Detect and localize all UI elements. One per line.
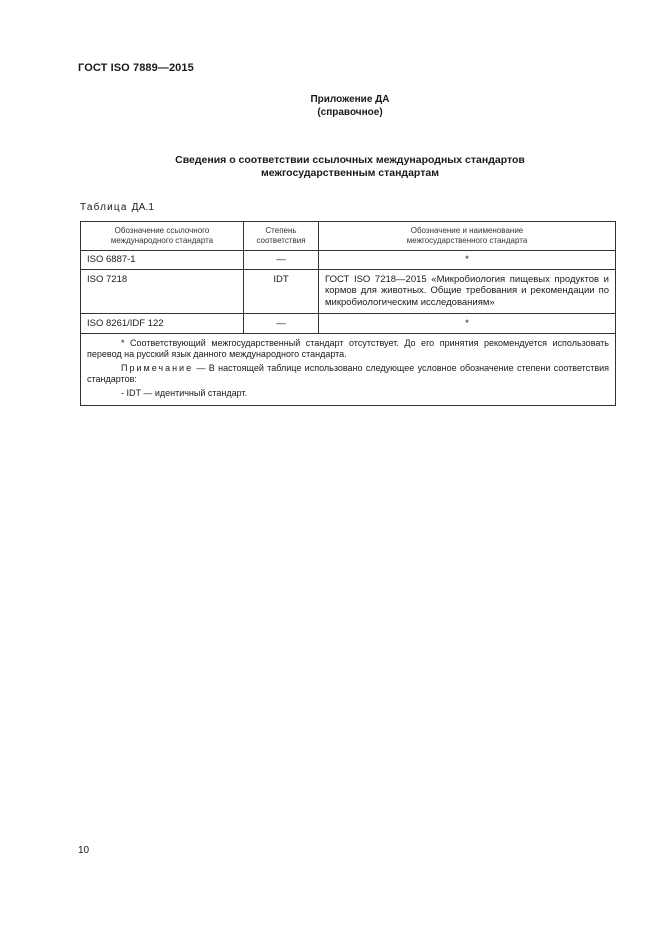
note-text: — В настоящей таблице использовано следующее условное обозначение степени соответствия стандартов: <box>87 362 609 384</box>
section-title <box>80 154 620 180</box>
cell-degree: — <box>244 251 319 270</box>
header-national-standard: Обозначение и наименование межгосударственного стандарта <box>319 222 616 251</box>
table-row <box>81 251 616 270</box>
table-note <box>87 363 609 386</box>
annex-heading <box>250 93 450 119</box>
page-number: 10 <box>78 845 90 856</box>
cell-ref-standard: ISO 7218 <box>81 269 244 314</box>
document-code: ГОСТ ISO 7889—2015 <box>78 62 194 74</box>
cell-degree: — <box>244 314 319 334</box>
table-caption-word: Таблица <box>80 202 128 213</box>
cell-national-standard: * <box>319 314 616 334</box>
cell-national-standard: ГОСТ ISO 7218—2015 «Микробиология пищевых продуктов и кормов для животных. Общие требования и рекомендации по микробиологическим исследованиям» <box>319 269 616 314</box>
header-degree: Степень соответствия <box>244 222 319 251</box>
table-notes <box>81 333 616 406</box>
annex-title: Приложение ДА <box>310 94 390 105</box>
table-caption-number: ДА.1 <box>131 202 155 213</box>
table-footnote-row <box>81 333 616 406</box>
header-ref-standard: Обозначение ссылочного международного стандарта <box>81 222 244 251</box>
annex-subtitle: (справочное) <box>317 107 383 118</box>
table-row <box>81 269 616 314</box>
table-footnote: * Соответствующий межгосударственный стандарт отсутствует. До его принятия рекомендуется использовать перевод на русский язык данного международного стандарта. <box>87 337 609 359</box>
table-header-row <box>81 222 616 251</box>
standards-table <box>80 221 616 406</box>
cell-ref-standard: ISO 6887-1 <box>81 251 244 270</box>
table-row <box>81 314 616 334</box>
note-label: Примечание <box>121 362 194 373</box>
cell-ref-standard: ISO 8261/IDF 122 <box>81 314 244 334</box>
cell-national-standard: * <box>319 251 616 270</box>
cell-degree: IDT <box>244 269 319 314</box>
degree-legend: - IDT — идентичный стандарт. <box>121 387 248 398</box>
section-title-line-1: Сведения о соответствии ссылочных международных стандартов <box>175 154 525 166</box>
section-title-line-2: межгосударственным стандартам <box>261 167 439 179</box>
table-caption <box>80 202 154 213</box>
